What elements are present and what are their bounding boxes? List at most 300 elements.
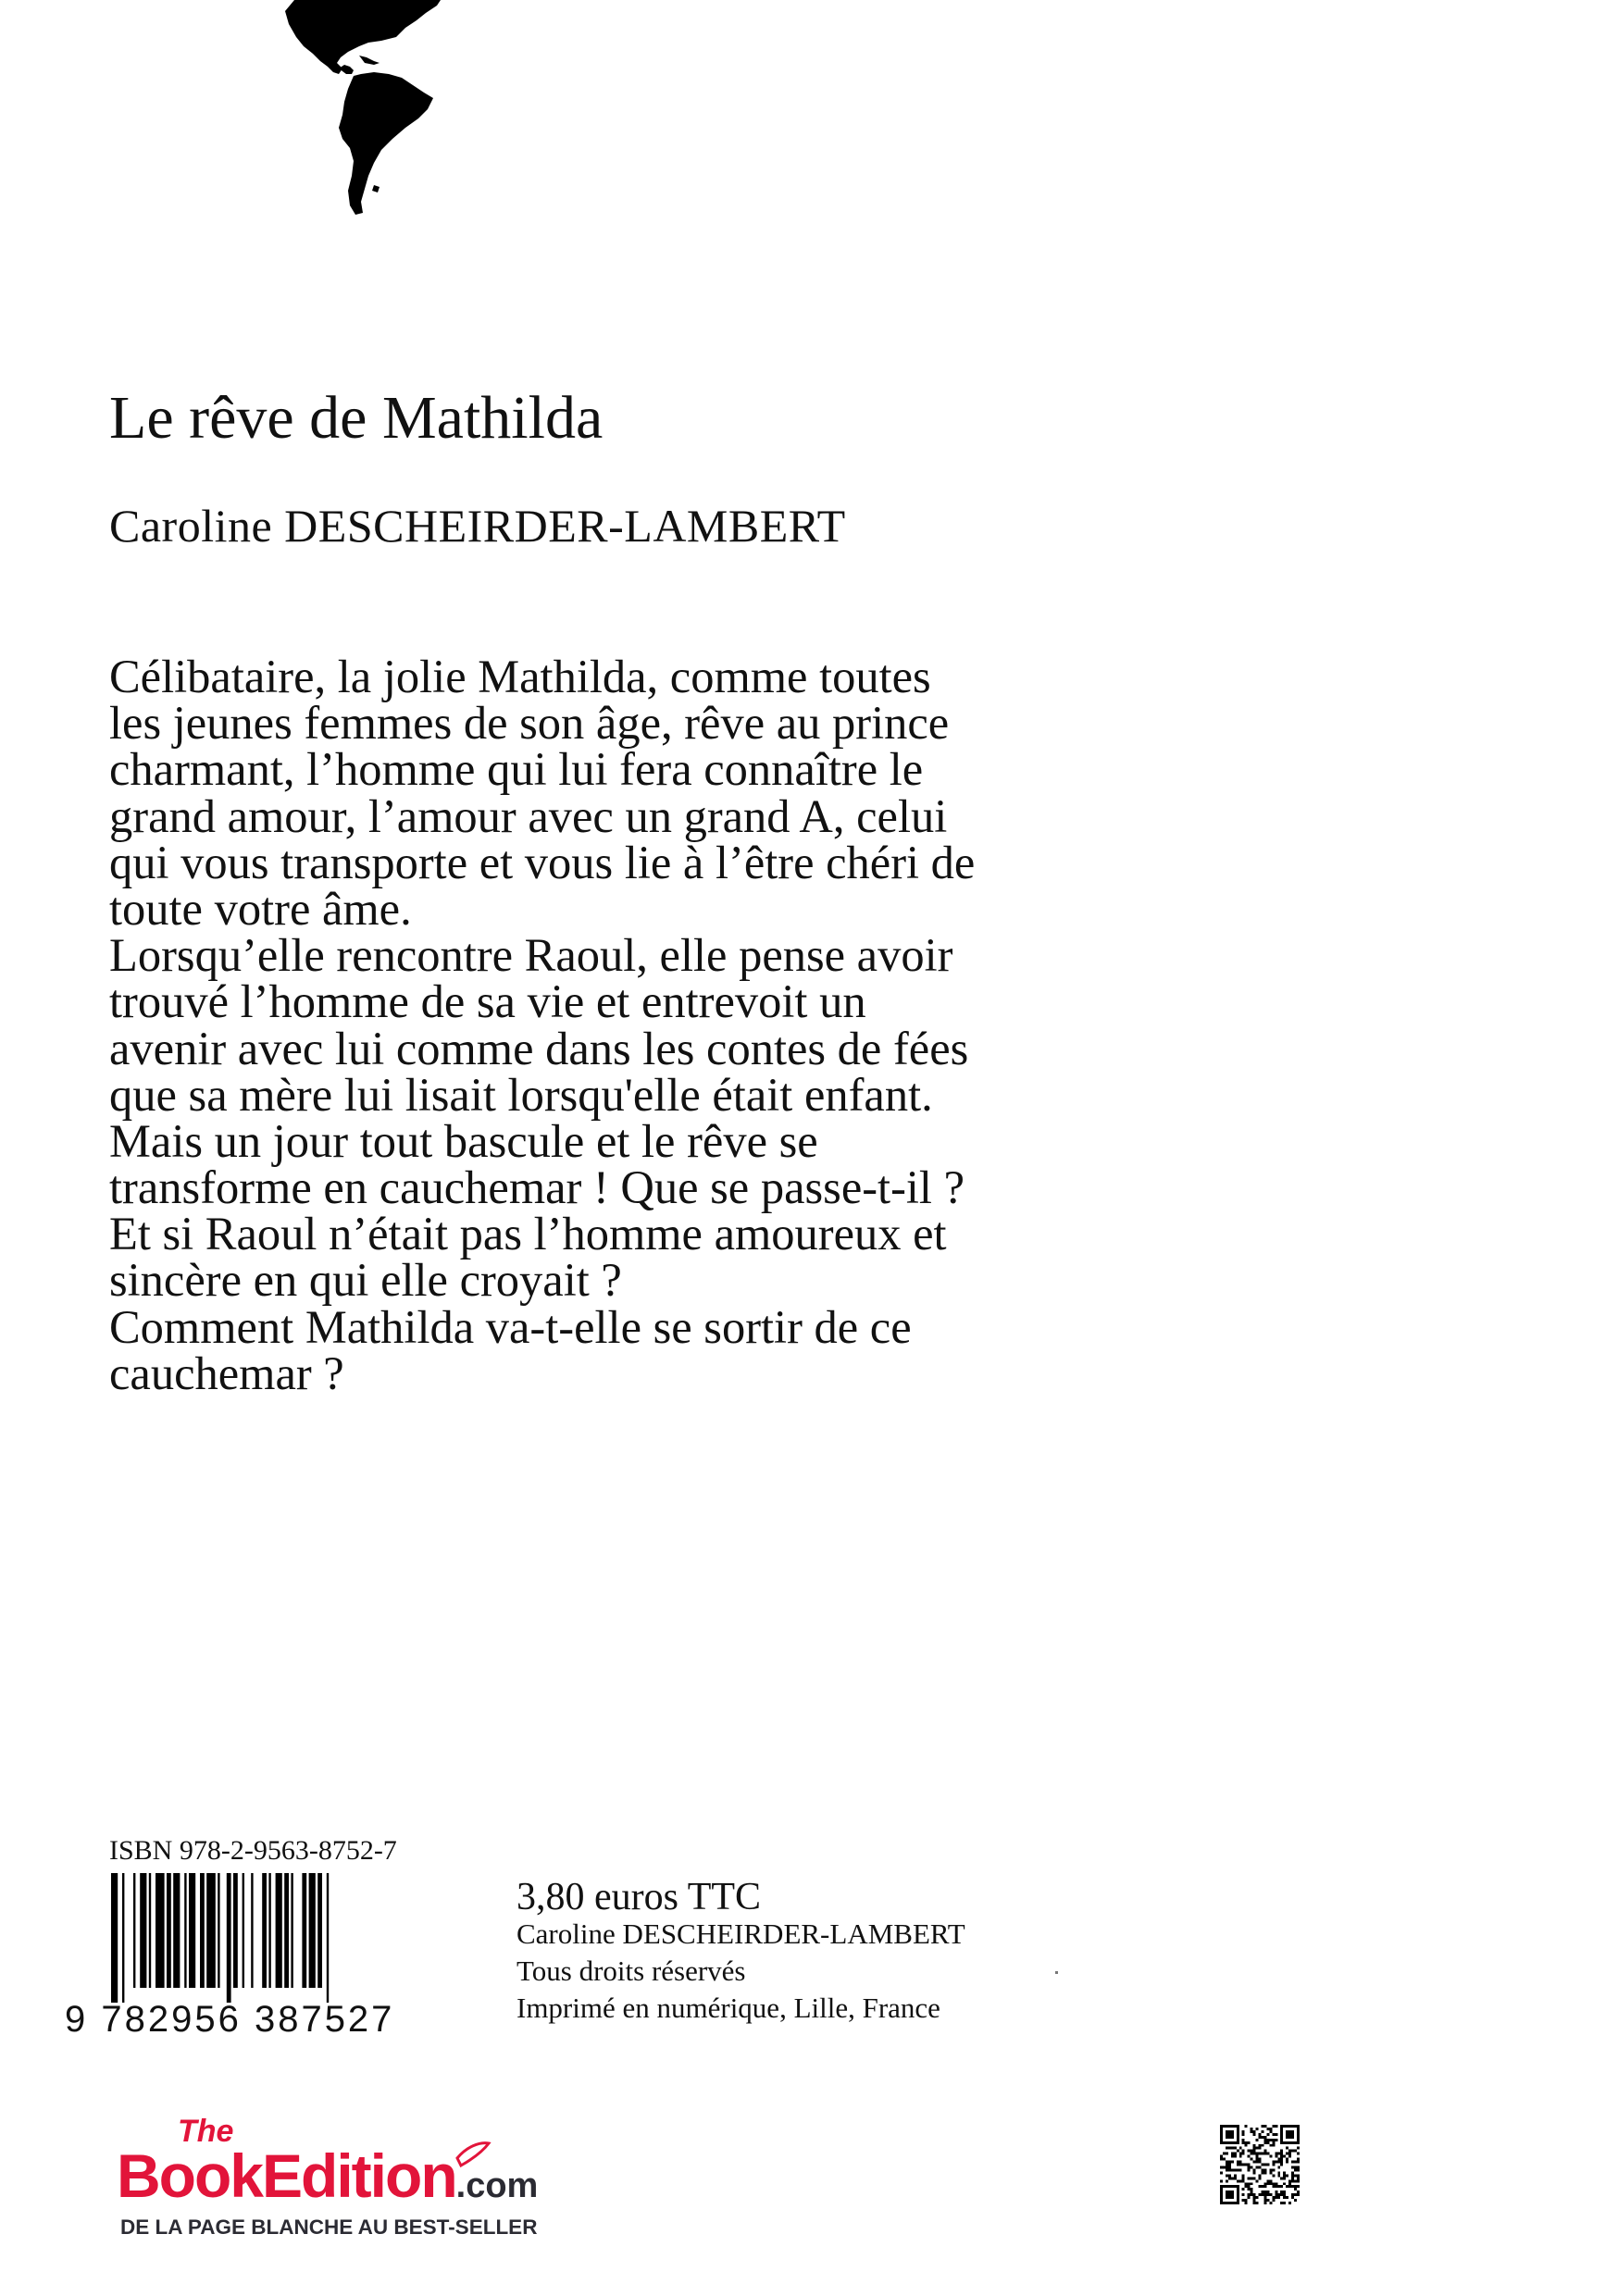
- qr-module: [1291, 2179, 1294, 2182]
- qr-module: [1288, 2185, 1291, 2188]
- blurb-line: Lorsqu’elle rencontre Raoul, elle pense avoir: [109, 929, 953, 982]
- qr-module: [1259, 2177, 1262, 2179]
- qr-module: [1242, 2188, 1245, 2191]
- qr-module: [1228, 2161, 1231, 2164]
- qr-module: [1259, 2133, 1262, 2136]
- qr-module: [1297, 2179, 1300, 2182]
- qr-module: [1226, 2147, 1228, 2150]
- qr-module: [1248, 2193, 1251, 2196]
- qr-module: [1226, 2168, 1228, 2171]
- qr-module: [1286, 2147, 1288, 2150]
- qr-module: [1256, 2179, 1259, 2182]
- qr-module: [1291, 2171, 1294, 2174]
- qr-module: [1259, 2158, 1262, 2161]
- qr-module: [1231, 2155, 1234, 2158]
- qr-module: [1253, 2161, 1256, 2164]
- qr-module: [1242, 2193, 1245, 2196]
- qr-module: [1231, 2153, 1234, 2155]
- qr-module: [1259, 2153, 1262, 2155]
- barcode-image: [109, 1873, 455, 2003]
- qr-module: [1253, 2144, 1256, 2147]
- qr-module: [1253, 2168, 1256, 2171]
- qr-module: [1234, 2174, 1237, 2177]
- qr-module: [1253, 2177, 1256, 2179]
- qr-module: [1263, 2171, 1266, 2174]
- qr-module: [1294, 2161, 1297, 2164]
- qr-module: [1239, 2168, 1242, 2171]
- qr-module: [1291, 2174, 1294, 2177]
- blurb-line: charmant, l’homme qui lui fera connaître le: [109, 743, 924, 796]
- qr-module: [1272, 2182, 1275, 2185]
- qr-module: [1294, 2193, 1297, 2196]
- qr-module: [1242, 2174, 1245, 2177]
- qr-module: [1263, 2136, 1266, 2139]
- qr-module: [1297, 2177, 1300, 2179]
- book-title: Le rêve de Mathilda: [109, 384, 604, 452]
- qr-module: [1291, 2150, 1294, 2153]
- blurb-line: que sa mère lui lisait lorsqu'elle était enfant.: [109, 1068, 933, 1121]
- qr-module: [1248, 2188, 1251, 2191]
- qr-module: [1256, 2166, 1259, 2168]
- qr-module: [1272, 2139, 1275, 2141]
- qr-module: [1251, 2128, 1253, 2130]
- qr-module: [1283, 2174, 1286, 2177]
- qr-module: [1239, 2153, 1242, 2155]
- qr-module: [1283, 2155, 1286, 2158]
- qr-module: [1291, 2177, 1294, 2179]
- qr-module: [1280, 2155, 1283, 2158]
- blurb-line: transforme en cauchemar ! Que se passe-t-il ?: [109, 1161, 965, 1214]
- qr-module: [1251, 2166, 1253, 2168]
- qr-module: [1220, 2158, 1223, 2161]
- logo-the-text: The: [178, 2114, 234, 2149]
- qr-module: [1263, 2141, 1266, 2144]
- qr-module: [1275, 2185, 1277, 2188]
- qr-module: [1269, 2182, 1272, 2185]
- blurb-line: grand amour, l’amour avec un grand A, celui: [109, 789, 948, 842]
- print-location: Imprimé en numérique, Lille, France: [517, 1992, 940, 2024]
- qr-module: [1248, 2177, 1251, 2179]
- qr-module: [1294, 2150, 1297, 2153]
- qr-module: [1261, 2153, 1263, 2155]
- qr-module: [1277, 2161, 1280, 2164]
- qr-module: [1259, 2174, 1262, 2177]
- qr-module: [1286, 2158, 1288, 2161]
- qr-module: [1248, 2182, 1251, 2185]
- qr-module: [1263, 2153, 1266, 2155]
- qr-module: [1228, 2166, 1231, 2168]
- qr-module: [1237, 2150, 1239, 2153]
- qr-module: [1263, 2139, 1266, 2141]
- qr-module: [1239, 2147, 1242, 2150]
- qr-module: [1256, 2155, 1259, 2158]
- barcode-bar: [133, 1873, 135, 1988]
- qr-module: [1275, 2193, 1277, 2196]
- qr-module: [1277, 2193, 1280, 2196]
- qr-module: [1242, 2139, 1245, 2141]
- qr-module: [1251, 2188, 1253, 2191]
- qr-module: [1297, 2168, 1300, 2171]
- qr-module: [1234, 2153, 1237, 2155]
- qr-module: [1294, 2179, 1297, 2182]
- qr-module: [1237, 2168, 1239, 2171]
- qr-module: [1283, 2193, 1286, 2196]
- qr-module: [1220, 2155, 1223, 2158]
- qr-module: [1294, 2166, 1297, 2168]
- barcode-bar: [262, 1873, 267, 1988]
- qr-module: [1226, 2179, 1228, 2182]
- qr-module: [1266, 2179, 1269, 2182]
- qr-module: [1297, 2174, 1300, 2177]
- qr-module: [1297, 2185, 1300, 2188]
- barcode-bar: [167, 1873, 171, 1988]
- qr-module: [1280, 2161, 1283, 2164]
- globe-americas-illustration: [278, 0, 454, 217]
- qr-module: [1272, 2164, 1275, 2166]
- qr-module: [1275, 2153, 1277, 2155]
- qr-module: [1269, 2130, 1272, 2133]
- qr-module: [1294, 2199, 1297, 2202]
- qr-module: [1269, 2171, 1272, 2174]
- qr-module: [1242, 2164, 1245, 2166]
- logo-name-part1: BookEditi: [117, 2141, 385, 2210]
- qr-module: [1263, 2196, 1266, 2199]
- qr-module: [1263, 2168, 1266, 2171]
- qr-module: [1269, 2144, 1272, 2147]
- qr-module: [1272, 2185, 1275, 2188]
- qr-module: [1245, 2202, 1248, 2204]
- barcode-bar: [206, 1873, 216, 1988]
- barcode-bar: [284, 1873, 289, 1988]
- barcode-bar: [184, 1873, 186, 1988]
- qr-module: [1297, 2153, 1300, 2155]
- qr-module: [1263, 2193, 1266, 2196]
- barcode-bar: [111, 1873, 118, 2003]
- qr-module: [1275, 2125, 1277, 2128]
- barcode-bar: [251, 1873, 253, 1988]
- blurb-line: toute votre âme.: [109, 882, 412, 935]
- qr-module: [1263, 2202, 1266, 2204]
- qr-module: [1256, 2202, 1259, 2204]
- qr-module: [1259, 2144, 1262, 2147]
- qr-module: [1242, 2177, 1245, 2179]
- qr-module: [1226, 2161, 1228, 2164]
- qr-module: [1231, 2168, 1234, 2171]
- barcode-bar: [302, 1873, 306, 1988]
- qr-module: [1272, 2199, 1275, 2202]
- qr-module: [1288, 2182, 1291, 2185]
- qr-module: [1253, 2147, 1256, 2150]
- qr-module: [1261, 2193, 1263, 2196]
- barcode-bar: [309, 1873, 316, 1988]
- qr-module: [1272, 2161, 1275, 2164]
- qr-module: [1245, 2141, 1248, 2144]
- qr-module: [1251, 2177, 1253, 2179]
- qr-module: [1272, 2174, 1275, 2177]
- qr-module: [1283, 2182, 1286, 2185]
- logo-name-part2: n: [420, 2141, 456, 2210]
- blurb-line: cauchemar ?: [109, 1347, 344, 1399]
- qr-module: [1245, 2182, 1248, 2185]
- qr-module: [1253, 2153, 1256, 2155]
- qr-module: [1220, 2179, 1223, 2182]
- qr-module: [1245, 2125, 1248, 2128]
- qr-module: [1269, 2139, 1272, 2141]
- qr-module: [1248, 2166, 1251, 2168]
- qr-module: [1234, 2168, 1237, 2171]
- qr-module: [1272, 2141, 1275, 2144]
- qr-module: [1263, 2150, 1266, 2153]
- qr-module: [1256, 2147, 1259, 2150]
- qr-module: [1259, 2161, 1262, 2164]
- blurb-line: qui vous transporte et vous lie à l’être chéri de: [109, 836, 976, 888]
- qr-module: [1263, 2191, 1266, 2193]
- qr-module: [1277, 2174, 1280, 2177]
- rights-notice: Tous droits réservés: [517, 1955, 746, 1987]
- qr-module: [1263, 2199, 1266, 2202]
- qr-module: [1269, 2202, 1272, 2204]
- book-blurb: [109, 651, 1257, 1399]
- qr-module: [1269, 2155, 1272, 2158]
- qr-module: [1277, 2196, 1280, 2199]
- blurb-line: Mais un jour tout bascule et le rêve se: [109, 1114, 818, 1167]
- qr-module: [1280, 2202, 1283, 2204]
- qr-module: [1248, 2196, 1251, 2199]
- qr-module: [1226, 2153, 1228, 2155]
- qr-module: [1266, 2133, 1269, 2136]
- qr-module: [1266, 2182, 1269, 2185]
- qr-module: [1288, 2155, 1291, 2158]
- qr-module: [1261, 2185, 1263, 2188]
- qr-module: [1297, 2191, 1300, 2193]
- qr-module: [1280, 2177, 1283, 2179]
- qr-module: [1283, 2196, 1286, 2199]
- qr-module: [1261, 2164, 1263, 2166]
- qr-module: [1286, 2196, 1288, 2199]
- qr-code-image: [1220, 2125, 1300, 2204]
- qr-module: [1266, 2141, 1269, 2144]
- qr-module: [1237, 2164, 1239, 2166]
- qr-module: [1234, 2147, 1237, 2150]
- qr-module: [1237, 2179, 1239, 2182]
- qr-module: [1294, 2174, 1297, 2177]
- qr-module: [1231, 2147, 1234, 2150]
- qr-module: [1288, 2202, 1291, 2204]
- blurb-line: trouvé l’homme de sa vie et entrevoit un: [109, 975, 866, 1028]
- qr-module: [1283, 2177, 1286, 2179]
- qr-module: [1280, 2185, 1283, 2188]
- qr-module: [1242, 2130, 1245, 2133]
- qr-module: [1242, 2199, 1245, 2202]
- qr-module: [1280, 2164, 1283, 2166]
- qr-module: [1297, 2166, 1300, 2168]
- barcode-bar: [327, 1873, 329, 2003]
- qr-module: [1251, 2150, 1253, 2153]
- qr-module: [1283, 2202, 1286, 2204]
- qr-module: [1256, 2196, 1259, 2199]
- qr-module: [1291, 2196, 1294, 2199]
- qr-module: [1253, 2150, 1256, 2153]
- qr-module: [1253, 2202, 1256, 2204]
- qr-module: [1239, 2155, 1242, 2158]
- qr-module: [1251, 2182, 1253, 2185]
- qr-module: [1272, 2196, 1275, 2199]
- qr-module: [1277, 2166, 1280, 2168]
- barcode-bar: [218, 1873, 219, 1988]
- qr-module: [1280, 2193, 1283, 2196]
- qr-module: [1297, 2147, 1300, 2150]
- qr-module: [1291, 2185, 1294, 2188]
- qr-module: [1253, 2171, 1256, 2174]
- qr-module: [1288, 2153, 1291, 2155]
- qr-module: [1251, 2193, 1253, 2196]
- qr-module: [1272, 2144, 1275, 2147]
- qr-module: [1253, 2199, 1256, 2202]
- blurb-line: Et si Raoul n’était pas l’homme amoureux et: [109, 1208, 947, 1260]
- logo-o-swirl: o: [385, 2141, 421, 2210]
- qr-module: [1248, 2164, 1251, 2166]
- barcode-bar: [233, 1873, 238, 1988]
- qr-module: [1259, 2147, 1262, 2150]
- qr-module: [1256, 2139, 1259, 2141]
- qr-module: [1251, 2158, 1253, 2161]
- qr-module: [1256, 2161, 1259, 2164]
- qr-finder-center: [1226, 2130, 1234, 2139]
- qr-module: [1266, 2153, 1269, 2155]
- qr-module: [1286, 2185, 1288, 2188]
- qr-module: [1269, 2193, 1272, 2196]
- qr-module: [1245, 2185, 1248, 2188]
- price-label: 3,80 euros TTC: [517, 1876, 762, 1918]
- qr-module: [1251, 2130, 1253, 2133]
- qr-module: [1242, 2150, 1245, 2153]
- qr-module: [1253, 2133, 1256, 2136]
- qr-module: [1280, 2153, 1283, 2155]
- qr-module: [1288, 2179, 1291, 2182]
- qr-module: [1242, 2133, 1245, 2136]
- qr-module: [1263, 2182, 1266, 2185]
- qr-module: [1269, 2168, 1272, 2171]
- qr-module: [1228, 2168, 1231, 2171]
- qr-module: [1228, 2164, 1231, 2166]
- qr-module: [1234, 2155, 1237, 2158]
- qr-module: [1269, 2179, 1272, 2182]
- qr-module: [1248, 2168, 1251, 2171]
- qr-module: [1248, 2141, 1251, 2144]
- stray-dot: [1055, 1971, 1058, 1974]
- qr-module: [1231, 2161, 1234, 2164]
- blurb-line: sincère en qui elle croyait ?: [109, 1254, 622, 1307]
- barcode-bar: [291, 1873, 292, 1988]
- barcode-bar: [156, 1873, 165, 1988]
- qr-module: [1275, 2139, 1277, 2141]
- qr-module: [1253, 2130, 1256, 2133]
- qr-module: [1253, 2193, 1256, 2196]
- qr-module: [1261, 2144, 1263, 2147]
- qr-module: [1286, 2174, 1288, 2177]
- qr-module: [1261, 2130, 1263, 2133]
- qr-module: [1259, 2136, 1262, 2139]
- qr-module: [1231, 2177, 1234, 2179]
- qr-module: [1223, 2153, 1226, 2155]
- qr-module: [1228, 2174, 1231, 2177]
- qr-module: [1283, 2171, 1286, 2174]
- qr-module: [1275, 2133, 1277, 2136]
- qr-module: [1261, 2125, 1263, 2128]
- blurb-line: Comment Mathilda va-t-elle se sortir de ce: [109, 1300, 912, 1353]
- qr-module: [1294, 2188, 1297, 2191]
- qr-module: [1266, 2191, 1269, 2193]
- qr-module: [1266, 2139, 1269, 2141]
- logo-domain: .com: [455, 2166, 539, 2205]
- qr-module: [1277, 2185, 1280, 2188]
- copyright-holder: Caroline DESCHEIRDER-LAMBERT: [517, 1917, 965, 1950]
- book-author: Caroline DESCHEIRDER-LAMBERT: [109, 500, 846, 552]
- qr-module: [1266, 2164, 1269, 2166]
- blurb-line: Célibataire, la jolie Mathilda, comme toutes: [109, 651, 931, 702]
- qr-module: [1277, 2153, 1280, 2155]
- qr-module: [1272, 2125, 1275, 2128]
- qr-module: [1259, 2166, 1262, 2168]
- barcode-bar: [122, 1873, 124, 2003]
- qr-module: [1248, 2150, 1251, 2153]
- qr-module: [1239, 2164, 1242, 2166]
- qr-module: [1242, 2179, 1245, 2182]
- qr-module: [1291, 2161, 1294, 2164]
- barcode-bar: [140, 1873, 146, 1988]
- qr-finder-center: [1286, 2130, 1294, 2139]
- qr-module: [1272, 2168, 1275, 2171]
- barcode-bar: [189, 1873, 195, 1988]
- qr-module: [1291, 2166, 1294, 2168]
- qr-module: [1226, 2164, 1228, 2166]
- qr-module: [1256, 2158, 1259, 2161]
- qr-module: [1280, 2158, 1283, 2161]
- qr-module: [1248, 2155, 1251, 2158]
- qr-module: [1275, 2191, 1277, 2193]
- barcode-bar: [200, 1873, 205, 1988]
- qr-module: [1266, 2199, 1269, 2202]
- qr-module: [1228, 2177, 1231, 2179]
- qr-module: [1226, 2166, 1228, 2168]
- barcode-bar: [173, 1873, 180, 1988]
- qr-module: [1256, 2128, 1259, 2130]
- qr-module: [1251, 2153, 1253, 2155]
- qr-module: [1297, 2161, 1300, 2164]
- qr-module: [1280, 2191, 1283, 2193]
- qr-module: [1269, 2128, 1272, 2130]
- qr-module: [1263, 2125, 1266, 2128]
- qr-module: [1259, 2193, 1262, 2196]
- publisher-logo: [117, 2110, 663, 2240]
- qr-module: [1275, 2196, 1277, 2199]
- qr-module: [1259, 2185, 1262, 2188]
- qr-module: [1261, 2136, 1263, 2139]
- publisher-tagline: DE LA PAGE BLANCHE AU BEST-SELLER: [120, 2215, 538, 2239]
- qr-module: [1263, 2185, 1266, 2188]
- qr-module: [1253, 2196, 1256, 2199]
- qr-module: [1275, 2155, 1277, 2158]
- barcode-digits: 9 782956 387527: [65, 1999, 395, 2040]
- qr-module: [1245, 2199, 1248, 2202]
- qr-module: [1297, 2193, 1300, 2196]
- qr-module: [1277, 2171, 1280, 2174]
- qr-module: [1266, 2193, 1269, 2196]
- qr-module: [1275, 2182, 1277, 2185]
- qr-module: [1226, 2174, 1228, 2177]
- qr-module: [1275, 2161, 1277, 2164]
- qr-module: [1291, 2193, 1294, 2196]
